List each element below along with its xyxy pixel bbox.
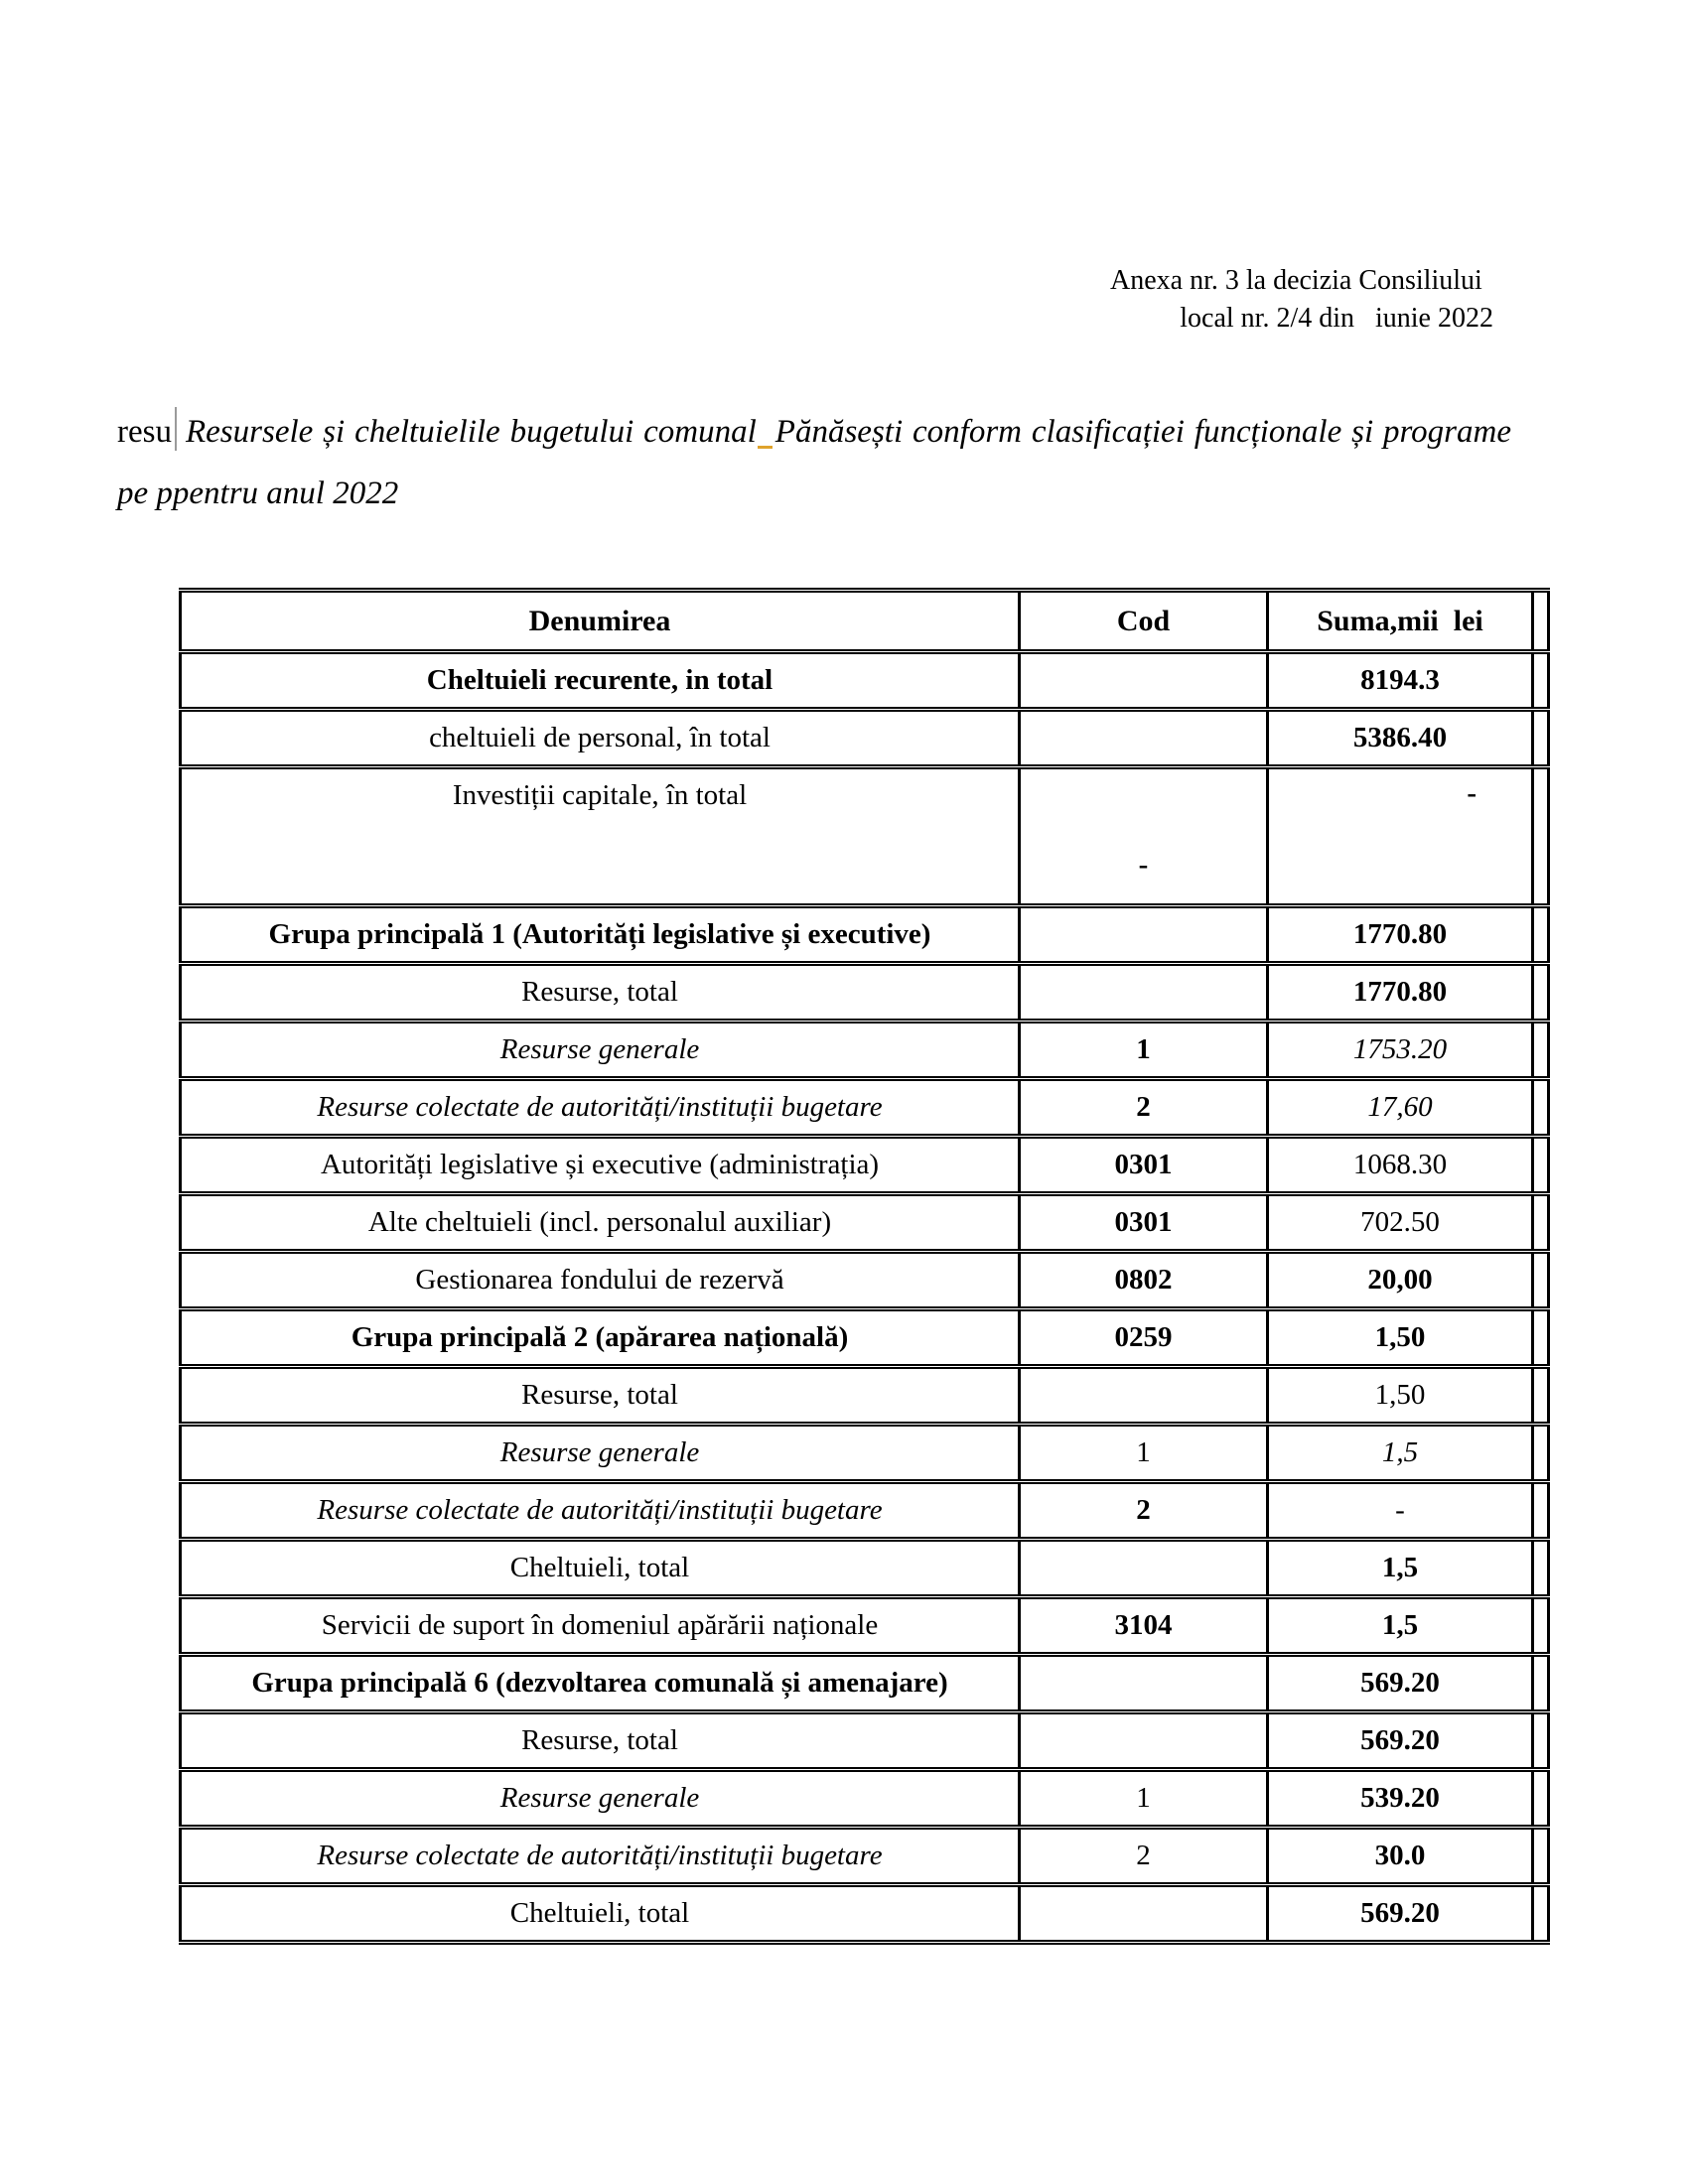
cell-denumirea: Investiții capitale, în total: [181, 767, 1020, 906]
cell-cod: [1020, 710, 1268, 767]
table-row: [181, 1540, 1549, 1597]
cell-suma: 1,50: [1268, 1367, 1533, 1425]
cell-suma: 17,60: [1268, 1079, 1533, 1137]
table-row: [181, 1885, 1549, 1943]
cell-suma: 569.20: [1268, 1712, 1533, 1770]
title-line-2: pe ppentru anul 2022: [117, 476, 399, 511]
cell-extra: [1533, 1482, 1549, 1540]
col-header-cod: Cod: [1020, 591, 1268, 652]
col-header-extra: [1533, 591, 1549, 652]
cell-suma: 1,5: [1268, 1597, 1533, 1655]
table-row: [181, 710, 1549, 767]
cell-suma: 702.50: [1268, 1194, 1533, 1252]
cell-cod: -: [1020, 767, 1268, 906]
table-row: [181, 1079, 1549, 1137]
cell-suma: 5386.40: [1268, 710, 1533, 767]
tracked-space-mark: [758, 419, 773, 449]
table-row: [181, 1425, 1549, 1482]
cell-extra: [1533, 1309, 1549, 1367]
cell-cod: [1020, 1885, 1268, 1943]
table-row: [181, 1194, 1549, 1252]
table-row: [181, 652, 1549, 710]
cell-denumirea: Resurse generale: [181, 1022, 1020, 1079]
table-row: [181, 964, 1549, 1022]
cell-extra: [1533, 1022, 1549, 1079]
cell-extra: [1533, 1540, 1549, 1597]
cell-extra: [1533, 767, 1549, 906]
cell-suma: 569.20: [1268, 1655, 1533, 1712]
table-row: [181, 1655, 1549, 1712]
annex-note: [1110, 262, 1499, 338]
cell-cod: [1020, 1367, 1268, 1425]
table-body: [181, 652, 1549, 1943]
cell-extra: [1533, 1770, 1549, 1828]
text-cursor: [175, 407, 177, 451]
cell-denumirea: Resurse, total: [181, 964, 1020, 1022]
cell-extra: [1533, 710, 1549, 767]
cell-denumirea: Resurse, total: [181, 1712, 1020, 1770]
cell-denumirea: Cheltuieli, total: [181, 1885, 1020, 1943]
cell-denumirea: Resurse, total: [181, 1367, 1020, 1425]
cell-extra: [1533, 1079, 1549, 1137]
cell-extra: [1533, 1885, 1549, 1943]
cell-suma: 1,5: [1268, 1425, 1533, 1482]
cell-extra: [1533, 1597, 1549, 1655]
cell-cod: 0301: [1020, 1137, 1268, 1194]
table-row: [181, 906, 1549, 964]
cell-extra: [1533, 1252, 1549, 1309]
title-part-b: Pănăsești conform clasificației funcționale și programe: [774, 414, 1511, 450]
table-row: [181, 1022, 1549, 1079]
cell-cod: 1: [1020, 1425, 1268, 1482]
cell-denumirea: Cheltuieli recurente, in total: [181, 652, 1020, 710]
cell-denumirea: Alte cheltuieli (incl. personalul auxiliar): [181, 1194, 1020, 1252]
cell-suma: 1770.80: [1268, 906, 1533, 964]
cell-denumirea: Grupa principală 1 (Autorități legislative și executive): [181, 906, 1020, 964]
table-row: [181, 1770, 1549, 1828]
cell-cod: 2: [1020, 1482, 1268, 1540]
cell-suma: 30.0: [1268, 1828, 1533, 1885]
annex-line-2: local nr. 2/4 din iunie 2022: [1180, 303, 1493, 334]
cell-extra: [1533, 652, 1549, 710]
cell-denumirea: Cheltuieli, total: [181, 1540, 1020, 1597]
table-row: [181, 1597, 1549, 1655]
title-part-a: Resursele și cheltuielile bugetului comunal: [185, 414, 757, 450]
cell-cod: [1020, 1655, 1268, 1712]
cell-denumirea: Servicii de suport în domeniul apărării naționale: [181, 1597, 1020, 1655]
annex-line-1: Anexa nr. 3 la decizia Consiliului: [1110, 265, 1482, 296]
cell-extra: [1533, 906, 1549, 964]
cell-cod: 2: [1020, 1079, 1268, 1137]
cell-cod: 0802: [1020, 1252, 1268, 1309]
budget-table: [179, 588, 1550, 1945]
cell-cod: 0301: [1020, 1194, 1268, 1252]
cell-cod: 1: [1020, 1770, 1268, 1828]
table-row: [181, 1252, 1549, 1309]
title-line-1: [117, 401, 1511, 463]
table-row: [181, 1828, 1549, 1885]
cell-cod: [1020, 1540, 1268, 1597]
cell-extra: [1533, 1137, 1549, 1194]
cell-suma: 569.20: [1268, 1885, 1533, 1943]
cell-denumirea: Grupa principală 6 (dezvoltarea comunală și amenajare): [181, 1655, 1020, 1712]
col-header-denumirea: Denumirea: [181, 591, 1020, 652]
cell-suma: 20,00: [1268, 1252, 1533, 1309]
cell-suma: 539.20: [1268, 1770, 1533, 1828]
cell-cod: 0259: [1020, 1309, 1268, 1367]
table-header: [181, 591, 1549, 652]
cell-extra: [1533, 964, 1549, 1022]
cell-extra: [1533, 1828, 1549, 1885]
cell-extra: [1533, 1712, 1549, 1770]
cell-cod: 2: [1020, 1828, 1268, 1885]
table-row: [181, 1137, 1549, 1194]
cell-denumirea: Gestionarea fondului de rezervă: [181, 1252, 1020, 1309]
cell-cod: [1020, 652, 1268, 710]
title-typo-prefix: resu: [117, 414, 172, 450]
cell-suma: 8194.3: [1268, 652, 1533, 710]
cell-denumirea: Resurse colectate de autorități/instituții bugetare: [181, 1828, 1020, 1885]
cell-suma: 1770.80: [1268, 964, 1533, 1022]
table-row: [181, 767, 1549, 906]
cell-suma: -: [1268, 767, 1533, 906]
cell-denumirea: Grupa principală 2 (apărarea națională): [181, 1309, 1020, 1367]
cell-denumirea: cheltuieli de personal, în total: [181, 710, 1020, 767]
cell-extra: [1533, 1425, 1549, 1482]
cell-denumirea: Autorități legislative și executive (administrația): [181, 1137, 1020, 1194]
table-row: [181, 1712, 1549, 1770]
cell-suma: -: [1268, 1482, 1533, 1540]
cell-denumirea: Resurse generale: [181, 1425, 1020, 1482]
col-header-suma: Suma,mii lei: [1268, 591, 1533, 652]
cell-extra: [1533, 1194, 1549, 1252]
cell-extra: [1533, 1655, 1549, 1712]
table-row: [181, 1482, 1549, 1540]
cell-suma: 1,50: [1268, 1309, 1533, 1367]
table-header-row: [181, 591, 1549, 652]
document-title: [117, 401, 1511, 524]
cell-cod: [1020, 1712, 1268, 1770]
cell-suma: 1068.30: [1268, 1137, 1533, 1194]
table-row: [181, 1367, 1549, 1425]
cell-cod: 3104: [1020, 1597, 1268, 1655]
cell-suma: 1753.20: [1268, 1022, 1533, 1079]
cell-suma: 1,5: [1268, 1540, 1533, 1597]
cell-denumirea: Resurse generale: [181, 1770, 1020, 1828]
cell-extra: [1533, 1367, 1549, 1425]
table-row: [181, 1309, 1549, 1367]
cell-cod: 1: [1020, 1022, 1268, 1079]
cell-denumirea: Resurse colectate de autorități/instituții bugetare: [181, 1079, 1020, 1137]
cell-denumirea: Resurse colectate de autorități/instituții bugetare: [181, 1482, 1020, 1540]
cell-cod: [1020, 964, 1268, 1022]
cell-cod: [1020, 906, 1268, 964]
